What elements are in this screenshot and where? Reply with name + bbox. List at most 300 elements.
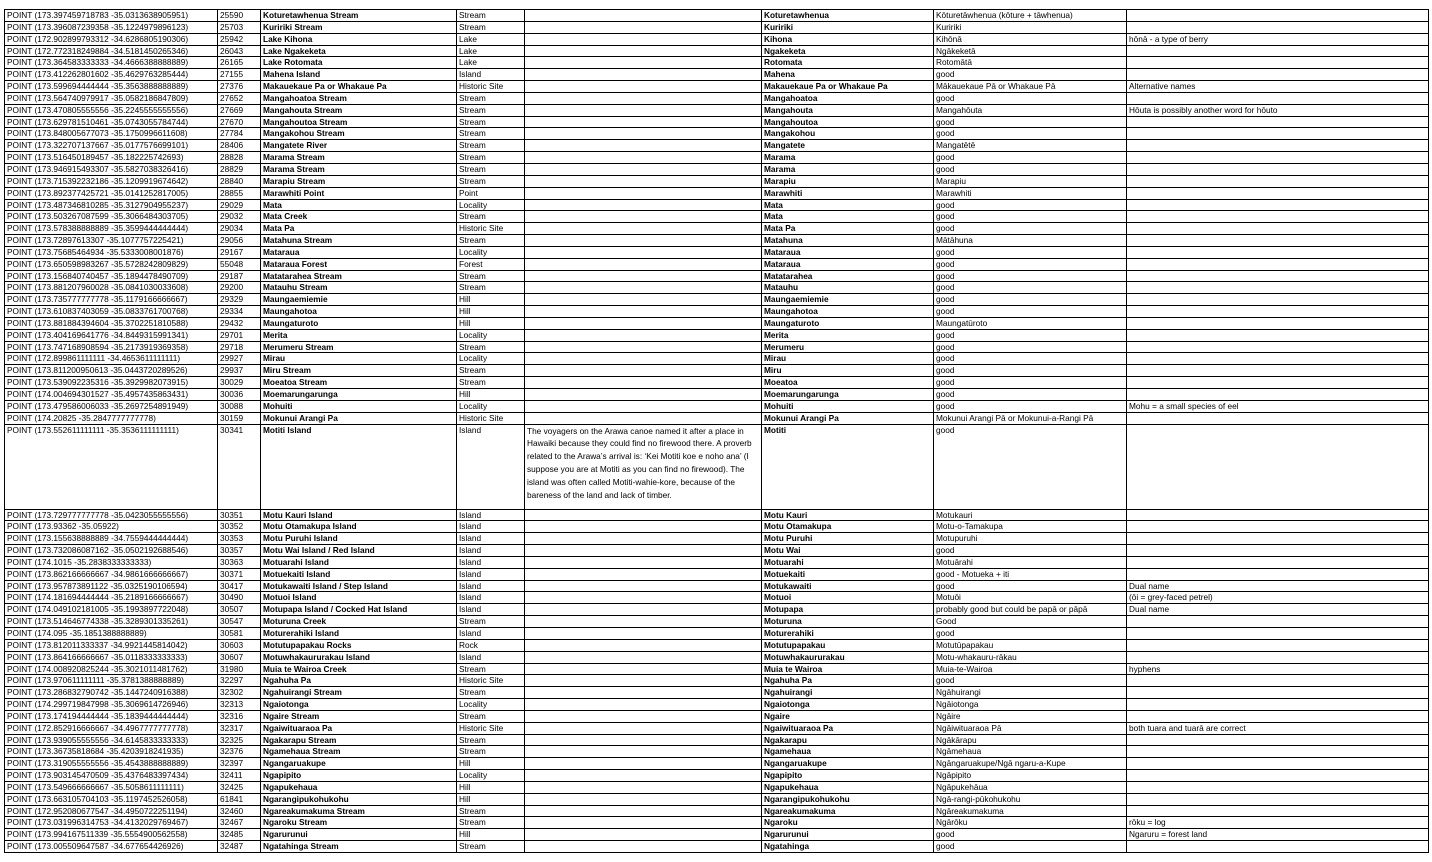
maori-name-cell[interactable]: Miru	[762, 365, 934, 377]
coordinates-cell[interactable]: POINT (172.952080677547 -34.4950722251194)	[5, 805, 218, 817]
feature-type-cell[interactable]: Stream	[457, 746, 525, 758]
feature-name-cell[interactable]: Motupapa Island / Cocked Hat Island	[261, 604, 457, 616]
feature-name-cell[interactable]: Kuririki Stream	[261, 21, 457, 33]
history-note-cell[interactable]	[525, 33, 762, 45]
feature-name-cell[interactable]: Motuwhakaururakau Island	[261, 651, 457, 663]
feature-name-cell[interactable]: Ngapipito	[261, 770, 457, 782]
feature-name-cell[interactable]: Muia te Wairoa Creek	[261, 663, 457, 675]
comment-cell[interactable]	[1127, 69, 1429, 81]
history-note-cell[interactable]	[525, 329, 762, 341]
id-cell[interactable]: 32487	[218, 841, 261, 853]
maori-name-cell[interactable]: Ngatahinga	[762, 841, 934, 853]
history-note-cell[interactable]	[525, 639, 762, 651]
comment-cell[interactable]	[1127, 616, 1429, 628]
spelling-cell[interactable]: Kihōnā	[934, 33, 1127, 45]
history-note-cell[interactable]	[525, 556, 762, 568]
comment-cell[interactable]	[1127, 424, 1429, 509]
history-note-cell[interactable]	[525, 687, 762, 699]
spelling-cell[interactable]: good	[934, 270, 1127, 282]
maori-name-cell[interactable]: Motu Otamakupa	[762, 521, 934, 533]
feature-type-cell[interactable]: Island	[457, 627, 525, 639]
coordinates-cell[interactable]: POINT (173.549666666667 -35.5058611111111)	[5, 781, 218, 793]
coordinates-cell[interactable]: POINT (173.286832790742 -35.1447240916388)	[5, 687, 218, 699]
comment-cell[interactable]: Dual name	[1127, 580, 1429, 592]
feature-name-cell[interactable]: Moturerahiki Island	[261, 627, 457, 639]
history-note-cell[interactable]	[525, 400, 762, 412]
spelling-cell[interactable]: good	[934, 258, 1127, 270]
id-cell[interactable]: 28828	[218, 152, 261, 164]
feature-type-cell[interactable]: Hill	[457, 389, 525, 401]
comment-cell[interactable]	[1127, 128, 1429, 140]
maori-name-cell[interactable]: Marapiu	[762, 175, 934, 187]
coordinates-cell[interactable]: POINT (173.729777777778 -35.0423055555556)	[5, 509, 218, 521]
comment-cell[interactable]	[1127, 805, 1429, 817]
history-note-cell[interactable]	[525, 699, 762, 711]
comment-cell[interactable]	[1127, 365, 1429, 377]
coordinates-cell[interactable]: POINT (173.514646774338 -35.3289301335261)	[5, 616, 218, 628]
history-note-cell[interactable]	[525, 533, 762, 545]
maori-name-cell[interactable]: Mirau	[762, 353, 934, 365]
comment-cell[interactable]: hyphens	[1127, 663, 1429, 675]
spelling-cell[interactable]: good	[934, 580, 1127, 592]
feature-name-cell[interactable]: Makauekaue Pa or Whakaue Pa	[261, 81, 457, 93]
comment-cell[interactable]	[1127, 10, 1429, 22]
coordinates-cell[interactable]: POINT (173.650598983267 -35.5728242809829)	[5, 258, 218, 270]
feature-type-cell[interactable]: Hill	[457, 829, 525, 841]
spelling-cell[interactable]: good	[934, 223, 1127, 235]
spelling-cell[interactable]: Kuririki	[934, 21, 1127, 33]
comment-cell[interactable]	[1127, 282, 1429, 294]
feature-type-cell[interactable]: Locality	[457, 199, 525, 211]
feature-type-cell[interactable]: Locality	[457, 699, 525, 711]
id-cell[interactable]: 30603	[218, 639, 261, 651]
spelling-cell[interactable]: good	[934, 424, 1127, 509]
id-cell[interactable]: 32397	[218, 758, 261, 770]
spelling-cell[interactable]: Ngāpipito	[934, 770, 1127, 782]
feature-name-cell[interactable]: Miru Stream	[261, 365, 457, 377]
spelling-cell[interactable]: Mākauekaue Pā or Whakaue Pā	[934, 81, 1127, 93]
feature-name-cell[interactable]: Mirau	[261, 353, 457, 365]
coordinates-cell[interactable]: POINT (173.155638888889 -34.7559444444444)	[5, 533, 218, 545]
feature-type-cell[interactable]: Lake	[457, 33, 525, 45]
maori-name-cell[interactable]: Motutupapakau	[762, 639, 934, 651]
spelling-cell[interactable]: Kōturetāwhenua (kōture + tāwhenua)	[934, 10, 1127, 22]
coordinates-cell[interactable]: POINT (173.862166666667 -34.9861666666667)	[5, 568, 218, 580]
comment-cell[interactable]	[1127, 627, 1429, 639]
history-note-cell[interactable]	[525, 57, 762, 69]
history-note-cell[interactable]	[525, 306, 762, 318]
coordinates-cell[interactable]: POINT (173.903145470509 -35.4376483397434)	[5, 770, 218, 782]
spelling-cell[interactable]: Ngārōku	[934, 817, 1127, 829]
comment-cell[interactable]: Alternative names	[1127, 81, 1429, 93]
coordinates-cell[interactable]: POINT (173.470805555556 -35.2245555555556)	[5, 104, 218, 116]
comment-cell[interactable]	[1127, 353, 1429, 365]
history-note-cell[interactable]	[525, 616, 762, 628]
feature-name-cell[interactable]: Maungaemiemie	[261, 294, 457, 306]
id-cell[interactable]: 29029	[218, 199, 261, 211]
comment-cell[interactable]	[1127, 758, 1429, 770]
id-cell[interactable]: 29056	[218, 235, 261, 247]
feature-name-cell[interactable]: Motu Kauri Island	[261, 509, 457, 521]
id-cell[interactable]: 32411	[218, 770, 261, 782]
coordinates-cell[interactable]: POINT (173.578388888889 -35.3599444444444)	[5, 223, 218, 235]
comment-cell[interactable]	[1127, 412, 1429, 424]
feature-name-cell[interactable]: Ngaiotonga	[261, 699, 457, 711]
id-cell[interactable]: 29167	[218, 246, 261, 258]
coordinates-cell[interactable]: POINT (173.629781510461 -35.0743055784744)	[5, 116, 218, 128]
feature-type-cell[interactable]: Island	[457, 533, 525, 545]
feature-type-cell[interactable]: Historic Site	[457, 81, 525, 93]
feature-type-cell[interactable]: Hill	[457, 317, 525, 329]
maori-name-cell[interactable]: Ngakeketa	[762, 45, 934, 57]
comment-cell[interactable]	[1127, 781, 1429, 793]
feature-name-cell[interactable]: Mataraua	[261, 246, 457, 258]
history-note-cell[interactable]	[525, 389, 762, 401]
feature-type-cell[interactable]: Island	[457, 592, 525, 604]
spelling-cell[interactable]: Ngākārapu	[934, 734, 1127, 746]
coordinates-cell[interactable]: POINT (174.049102181005 -35.1993897722048)	[5, 604, 218, 616]
comment-cell[interactable]	[1127, 746, 1429, 758]
id-cell[interactable]: 27784	[218, 128, 261, 140]
id-cell[interactable]: 31980	[218, 663, 261, 675]
comment-cell[interactable]	[1127, 545, 1429, 557]
coordinates-cell[interactable]: POINT (173.957873891122 -35.0325190106594)	[5, 580, 218, 592]
feature-type-cell[interactable]: Stream	[457, 163, 525, 175]
history-note-cell[interactable]	[525, 258, 762, 270]
spelling-cell[interactable]: Motupuruhi	[934, 533, 1127, 545]
comment-cell[interactable]	[1127, 793, 1429, 805]
history-note-cell[interactable]	[525, 758, 762, 770]
history-note-cell[interactable]: The voyagers on the Arawa canoe named it after a place in Hawaiki because they could find no firewood there. A proverb related to the Arawa’s arrival is: ‘Kei Motiti koe e noho ana’ (I suppose you are at Motiti as you can find no firewood). The island was often called Motiti-wahie-kore, because of the bareness of the land and lack of timber.	[525, 424, 762, 509]
coordinates-cell[interactable]: POINT (173.36735818684 -35.4203918241935)	[5, 746, 218, 758]
feature-name-cell[interactable]: Ngamehaua Stream	[261, 746, 457, 758]
spelling-cell[interactable]: Mangatētē	[934, 140, 1127, 152]
coordinates-cell[interactable]: POINT (174.299719847998 -35.3069614726946)	[5, 699, 218, 711]
feature-name-cell[interactable]: Ngapukehaua	[261, 781, 457, 793]
spelling-cell[interactable]: Ngāreakumakuma	[934, 805, 1127, 817]
id-cell[interactable]: 29718	[218, 341, 261, 353]
comment-cell[interactable]	[1127, 734, 1429, 746]
feature-name-cell[interactable]: Ngaroku Stream	[261, 817, 457, 829]
comment-cell[interactable]: rōku = log	[1127, 817, 1429, 829]
spelling-cell[interactable]: good	[934, 353, 1127, 365]
coordinates-cell[interactable]: POINT (173.599694444444 -35.3563888888889)	[5, 81, 218, 93]
feature-type-cell[interactable]: Stream	[457, 92, 525, 104]
coordinates-cell[interactable]: POINT (173.479586006033 -35.2697254891949)	[5, 400, 218, 412]
feature-name-cell[interactable]: Ngatahinga Stream	[261, 841, 457, 853]
spelling-cell[interactable]: Maungatūroto	[934, 317, 1127, 329]
comment-cell[interactable]	[1127, 187, 1429, 199]
id-cell[interactable]: 30417	[218, 580, 261, 592]
spelling-cell[interactable]: Motuōi	[934, 592, 1127, 604]
maori-name-cell[interactable]: Mangahouta	[762, 104, 934, 116]
maori-name-cell[interactable]: Motiti	[762, 424, 934, 509]
spelling-cell[interactable]: probably good but could be papā or pāpā	[934, 604, 1127, 616]
id-cell[interactable]: 55048	[218, 258, 261, 270]
feature-type-cell[interactable]: Stream	[457, 282, 525, 294]
history-note-cell[interactable]	[525, 10, 762, 22]
id-cell[interactable]: 29032	[218, 211, 261, 223]
id-cell[interactable]: 30029	[218, 377, 261, 389]
coordinates-cell[interactable]: POINT (173.732086087162 -35.0502192688546)	[5, 545, 218, 557]
coordinates-cell[interactable]: POINT (173.503267087599 -35.3066484303705)	[5, 211, 218, 223]
coordinates-cell[interactable]: POINT (172.899861111111 -34.4653611111111)	[5, 353, 218, 365]
feature-name-cell[interactable]: Motu Puruhi Island	[261, 533, 457, 545]
feature-name-cell[interactable]: Ngangaruakupe	[261, 758, 457, 770]
feature-type-cell[interactable]: Stream	[457, 116, 525, 128]
id-cell[interactable]: 30507	[218, 604, 261, 616]
feature-name-cell[interactable]: Motiti Island	[261, 424, 457, 509]
feature-type-cell[interactable]: Stream	[457, 663, 525, 675]
feature-name-cell[interactable]: Ngahuha Pa	[261, 675, 457, 687]
maori-name-cell[interactable]: Mangatete	[762, 140, 934, 152]
id-cell[interactable]: 25590	[218, 10, 261, 22]
spelling-cell[interactable]: Ngāpukehāua	[934, 781, 1127, 793]
comment-cell[interactable]	[1127, 45, 1429, 57]
feature-name-cell[interactable]: Mata	[261, 199, 457, 211]
spelling-cell[interactable]: Motukauri	[934, 509, 1127, 521]
feature-name-cell[interactable]: Merumeru Stream	[261, 341, 457, 353]
spelling-cell[interactable]: Marawhiti	[934, 187, 1127, 199]
coordinates-cell[interactable]: POINT (173.663105704103 -35.1197452526058)	[5, 793, 218, 805]
spelling-cell[interactable]: good	[934, 306, 1127, 318]
id-cell[interactable]: 28855	[218, 187, 261, 199]
id-cell[interactable]: 32425	[218, 781, 261, 793]
maori-name-cell[interactable]: Motuoi	[762, 592, 934, 604]
coordinates-cell[interactable]: POINT (173.864166666667 -35.0118333333333)	[5, 651, 218, 663]
history-note-cell[interactable]	[525, 412, 762, 424]
coordinates-cell[interactable]: POINT (173.848005677073 -35.1750996611608)	[5, 128, 218, 140]
feature-type-cell[interactable]: Stream	[457, 175, 525, 187]
comment-cell[interactable]	[1127, 306, 1429, 318]
coordinates-cell[interactable]: POINT (174.1015 -35.2838333333333)	[5, 556, 218, 568]
feature-name-cell[interactable]: Ngareakumakuma Stream	[261, 805, 457, 817]
history-note-cell[interactable]	[525, 294, 762, 306]
spelling-cell[interactable]: Muia-te-Wairoa	[934, 663, 1127, 675]
spelling-cell[interactable]: Ngāmehaua	[934, 746, 1127, 758]
feature-name-cell[interactable]: Marama Stream	[261, 163, 457, 175]
feature-type-cell[interactable]: Lake	[457, 45, 525, 57]
id-cell[interactable]: 29334	[218, 306, 261, 318]
id-cell[interactable]: 25703	[218, 21, 261, 33]
id-cell[interactable]: 30371	[218, 568, 261, 580]
history-note-cell[interactable]	[525, 116, 762, 128]
maori-name-cell[interactable]: Motu Puruhi	[762, 533, 934, 545]
maori-name-cell[interactable]: Motukawaiti	[762, 580, 934, 592]
maori-name-cell[interactable]: Ngamehaua	[762, 746, 934, 758]
id-cell[interactable]: 27652	[218, 92, 261, 104]
feature-name-cell[interactable]: Mata Pa	[261, 223, 457, 235]
spelling-cell[interactable]: good	[934, 211, 1127, 223]
feature-type-cell[interactable]: Stream	[457, 270, 525, 282]
history-note-cell[interactable]	[525, 152, 762, 164]
history-note-cell[interactable]	[525, 651, 762, 663]
maori-name-cell[interactable]: Matahuna	[762, 235, 934, 247]
comment-cell[interactable]	[1127, 223, 1429, 235]
feature-type-cell[interactable]: Historic Site	[457, 412, 525, 424]
coordinates-cell[interactable]: POINT (173.610837403059 -35.0833761700768)	[5, 306, 218, 318]
history-note-cell[interactable]	[525, 793, 762, 805]
spelling-cell[interactable]: good	[934, 282, 1127, 294]
id-cell[interactable]: 29329	[218, 294, 261, 306]
feature-name-cell[interactable]: Lake Rotomata	[261, 57, 457, 69]
feature-type-cell[interactable]: Island	[457, 69, 525, 81]
feature-name-cell[interactable]: Moturuna Creek	[261, 616, 457, 628]
feature-type-cell[interactable]: Island	[457, 568, 525, 580]
maori-name-cell[interactable]: Motuarahi	[762, 556, 934, 568]
coordinates-cell[interactable]: POINT (173.946915493307 -35.5827038326416)	[5, 163, 218, 175]
history-note-cell[interactable]	[525, 163, 762, 175]
feature-type-cell[interactable]: Stream	[457, 377, 525, 389]
coordinates-cell[interactable]: POINT (173.994167511339 -35.5554900562558)	[5, 829, 218, 841]
maori-name-cell[interactable]: Ngapipito	[762, 770, 934, 782]
id-cell[interactable]: 29927	[218, 353, 261, 365]
spelling-cell[interactable]: Ngāiwituaraoa Pā	[934, 722, 1127, 734]
maori-name-cell[interactable]: Ngaire	[762, 710, 934, 722]
id-cell[interactable]: 32297	[218, 675, 261, 687]
feature-type-cell[interactable]: Historic Site	[457, 722, 525, 734]
maori-name-cell[interactable]: Ngaiotonga	[762, 699, 934, 711]
feature-type-cell[interactable]: Stream	[457, 140, 525, 152]
feature-name-cell[interactable]: Motuarahi Island	[261, 556, 457, 568]
coordinates-cell[interactable]: POINT (173.404169641776 -34.8449315991341)	[5, 329, 218, 341]
feature-name-cell[interactable]: Motu Wai Island / Red Island	[261, 545, 457, 557]
maori-name-cell[interactable]: Matauhu	[762, 282, 934, 294]
id-cell[interactable]: 32325	[218, 734, 261, 746]
history-note-cell[interactable]	[525, 781, 762, 793]
maori-name-cell[interactable]: Kuririki	[762, 21, 934, 33]
comment-cell[interactable]: Dual name	[1127, 604, 1429, 616]
coordinates-cell[interactable]: POINT (174.095 -35.1851388888889)	[5, 627, 218, 639]
feature-type-cell[interactable]: Stream	[457, 128, 525, 140]
feature-type-cell[interactable]: Locality	[457, 400, 525, 412]
maori-name-cell[interactable]: Ngangaruakupe	[762, 758, 934, 770]
coordinates-cell[interactable]: POINT (173.735777777778 -35.1179166666667)	[5, 294, 218, 306]
maori-name-cell[interactable]: Ngahuirangi	[762, 687, 934, 699]
feature-name-cell[interactable]: Maungahotoa	[261, 306, 457, 318]
comment-cell[interactable]	[1127, 235, 1429, 247]
coordinates-cell[interactable]: POINT (173.396087239358 -35.1224979896123)	[5, 21, 218, 33]
feature-type-cell[interactable]: Rock	[457, 639, 525, 651]
feature-name-cell[interactable]: Lake Kihona	[261, 33, 457, 45]
spelling-cell[interactable]: Mokunui Arangi Pā or Mokunui-a-Rangi Pā	[934, 412, 1127, 424]
feature-name-cell[interactable]: Marama Stream	[261, 152, 457, 164]
history-note-cell[interactable]	[525, 734, 762, 746]
comment-cell[interactable]	[1127, 841, 1429, 853]
history-note-cell[interactable]	[525, 604, 762, 616]
feature-name-cell[interactable]: Ngaiwituaraoa Pa	[261, 722, 457, 734]
history-note-cell[interactable]	[525, 69, 762, 81]
comment-cell[interactable]	[1127, 556, 1429, 568]
maori-name-cell[interactable]: Mata	[762, 211, 934, 223]
coordinates-cell[interactable]: POINT (173.939055555556 -34.6145833333333)	[5, 734, 218, 746]
spelling-cell[interactable]: Motutūpapakau	[934, 639, 1127, 651]
maori-name-cell[interactable]: Rotomata	[762, 57, 934, 69]
id-cell[interactable]: 30351	[218, 509, 261, 521]
coordinates-cell[interactable]: POINT (173.031996314753 -34.4132029769467)	[5, 817, 218, 829]
id-cell[interactable]: 30490	[218, 592, 261, 604]
comment-cell[interactable]: hōnā - a type of berry	[1127, 33, 1429, 45]
maori-name-cell[interactable]: Maungaturoto	[762, 317, 934, 329]
spelling-cell[interactable]: good	[934, 199, 1127, 211]
comment-cell[interactable]	[1127, 699, 1429, 711]
maori-name-cell[interactable]: Makauekaue Pa or Whakaue Pa	[762, 81, 934, 93]
maori-name-cell[interactable]: Moemarungarunga	[762, 389, 934, 401]
history-note-cell[interactable]	[525, 663, 762, 675]
history-note-cell[interactable]	[525, 317, 762, 329]
coordinates-cell[interactable]: POINT (173.812011333337 -34.9921445814042)	[5, 639, 218, 651]
coordinates-cell[interactable]: POINT (174.008920825244 -35.3021011481762)	[5, 663, 218, 675]
history-note-cell[interactable]	[525, 128, 762, 140]
comment-cell[interactable]: Mohu = a small species of eel	[1127, 400, 1429, 412]
maori-name-cell[interactable]: Mataraua	[762, 246, 934, 258]
history-note-cell[interactable]	[525, 353, 762, 365]
maori-name-cell[interactable]: Merita	[762, 329, 934, 341]
coordinates-cell[interactable]: POINT (173.319055555556 -35.4543888888889)	[5, 758, 218, 770]
spelling-cell[interactable]: Ngāire	[934, 710, 1127, 722]
id-cell[interactable]: 32467	[218, 817, 261, 829]
feature-type-cell[interactable]: Stream	[457, 235, 525, 247]
history-note-cell[interactable]	[525, 592, 762, 604]
id-cell[interactable]: 30547	[218, 616, 261, 628]
history-note-cell[interactable]	[525, 521, 762, 533]
comment-cell[interactable]	[1127, 116, 1429, 128]
feature-type-cell[interactable]: Stream	[457, 710, 525, 722]
history-note-cell[interactable]	[525, 770, 762, 782]
spelling-cell[interactable]: Rotomātā	[934, 57, 1127, 69]
maori-name-cell[interactable]: Mata	[762, 199, 934, 211]
coordinates-cell[interactable]: POINT (173.397459718783 -35.0313638905951)	[5, 10, 218, 22]
feature-type-cell[interactable]: Stream	[457, 841, 525, 853]
feature-type-cell[interactable]: Stream	[457, 21, 525, 33]
id-cell[interactable]: 29034	[218, 223, 261, 235]
feature-type-cell[interactable]: Island	[457, 556, 525, 568]
id-cell[interactable]: 27669	[218, 104, 261, 116]
feature-type-cell[interactable]: Stream	[457, 687, 525, 699]
feature-name-cell[interactable]: Marawhiti Point	[261, 187, 457, 199]
spelling-cell[interactable]: good	[934, 365, 1127, 377]
coordinates-cell[interactable]: POINT (172.902899793312 -34.6286805190306)	[5, 33, 218, 45]
comment-cell[interactable]	[1127, 270, 1429, 282]
coordinates-cell[interactable]: POINT (173.715392232186 -35.1209919674642)	[5, 175, 218, 187]
coordinates-cell[interactable]: POINT (173.552611111111 -35.3536111111111)	[5, 424, 218, 509]
feature-name-cell[interactable]: Motuekaiti Island	[261, 568, 457, 580]
id-cell[interactable]: 29187	[218, 270, 261, 282]
history-note-cell[interactable]	[525, 817, 762, 829]
history-note-cell[interactable]	[525, 509, 762, 521]
comment-cell[interactable]	[1127, 163, 1429, 175]
spelling-cell[interactable]: good	[934, 92, 1127, 104]
spelling-cell[interactable]: good	[934, 116, 1127, 128]
comment-cell[interactable]	[1127, 258, 1429, 270]
coordinates-cell[interactable]: POINT (173.539092235316 -35.3929982073915)	[5, 377, 218, 389]
id-cell[interactable]: 32317	[218, 722, 261, 734]
feature-name-cell[interactable]: Motutupapakau Rocks	[261, 639, 457, 651]
feature-type-cell[interactable]: Stream	[457, 805, 525, 817]
spelling-cell[interactable]: Motu-o-Tamakupa	[934, 521, 1127, 533]
spelling-cell[interactable]: Mangahōuta	[934, 104, 1127, 116]
maori-name-cell[interactable]: Motu Kauri	[762, 509, 934, 521]
spelling-cell[interactable]: Ngā-rangi-pūkohukohu	[934, 793, 1127, 805]
feature-name-cell[interactable]: Ngarangipukohukohu	[261, 793, 457, 805]
history-note-cell[interactable]	[525, 710, 762, 722]
history-note-cell[interactable]	[525, 211, 762, 223]
feature-type-cell[interactable]: Stream	[457, 616, 525, 628]
feature-name-cell[interactable]: Mangakohou Stream	[261, 128, 457, 140]
id-cell[interactable]: 30357	[218, 545, 261, 557]
coordinates-cell[interactable]: POINT (174.004694301527 -35.4957435863431)	[5, 389, 218, 401]
history-note-cell[interactable]	[525, 568, 762, 580]
